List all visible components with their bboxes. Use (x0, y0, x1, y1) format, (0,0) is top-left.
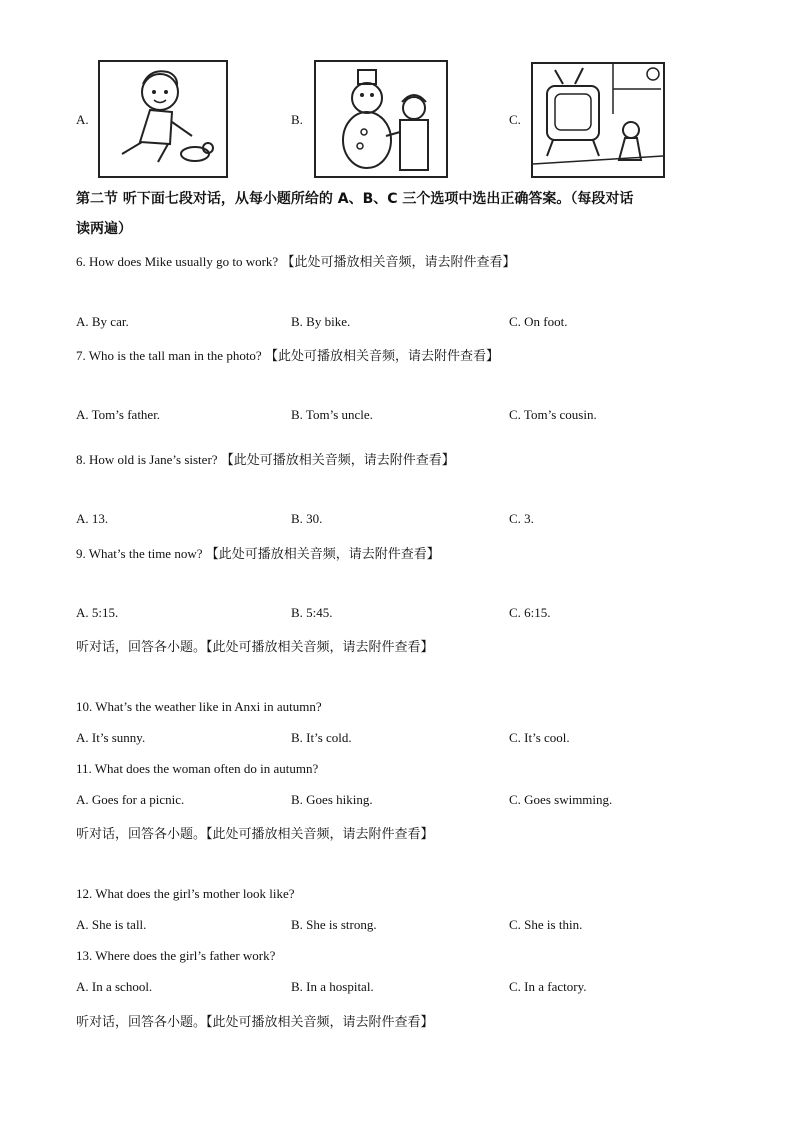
question-7 (76, 345, 499, 364)
q8-option-c[interactable]: C. 3. (509, 511, 534, 526)
q7-option-b[interactable]: B. Tom’s uncle. (291, 407, 373, 422)
audio-note: 【此处可播放相关音频，请去附件查看】 (205, 547, 440, 562)
listen-instruction-3 (76, 1011, 434, 1030)
q11-option-c[interactable]: C. Goes swimming. (509, 792, 613, 807)
q10-option-c[interactable]: C. It’s cool. (509, 730, 570, 745)
q7-option-c[interactable]: C. Tom’s cousin. (509, 407, 597, 422)
q8-option-b[interactable]: B. 30. (291, 511, 323, 526)
instruction-text: 听对话，回答各小题。 (76, 827, 207, 842)
q13-option-b[interactable]: B. In a hospital. (291, 979, 374, 994)
question-13: 13. Where does the girl’s father work? (76, 948, 276, 963)
q9-option-b[interactable]: B. 5:45. (291, 605, 333, 620)
q9-option-a[interactable]: A. 5:15. (76, 605, 119, 620)
audio-note: 【此处可播放相关音频，请去附件查看】 (206, 1015, 434, 1030)
q10-option-b[interactable]: B. It’s cold. (291, 730, 352, 745)
question-9 (76, 543, 440, 562)
section-heading-line1: 第二节 听下面七段对话，从每小题所给的 A、B、C 三个选项中选出正确答案。（每段对话 (76, 191, 634, 207)
q6-option-b[interactable]: B. By bike. (291, 314, 351, 329)
q10-option-a[interactable]: A. It’s sunny. (76, 730, 146, 745)
section-heading-line2: 读两遍） (76, 221, 132, 237)
question-text: 7. Who is the tall man in the photo? (76, 348, 262, 363)
listen-instruction-2 (76, 823, 434, 842)
picture-a-label: A. (76, 112, 89, 127)
audio-note: 【此处可播放相关音频，请去附件查看】 (206, 827, 434, 842)
audio-note: 【此处可播放相关音频，请去附件查看】 (220, 453, 455, 468)
q8-option-a[interactable]: A. 13. (76, 511, 109, 526)
listen-instruction-1 (76, 636, 434, 655)
q12-option-b[interactable]: B. She is strong. (291, 917, 377, 932)
q7-option-a[interactable]: A. Tom’s father. (76, 407, 161, 422)
q13-option-a[interactable]: A. In a school. (76, 979, 153, 994)
q11-option-b[interactable]: B. Goes hiking. (291, 792, 373, 807)
question-10: 10. What’s the weather like in Anxi in autumn? (76, 699, 322, 714)
picture-b-label: B. (291, 112, 303, 127)
audio-note: 【此处可播放相关音频，请去附件查看】 (206, 640, 434, 655)
question-8 (76, 449, 455, 468)
question-text: 6. How does Mike usually go to work? (76, 254, 279, 269)
snowman-icon (316, 62, 446, 176)
question-text: 8. How old is Jane’s sister? (76, 452, 218, 467)
q11-option-a[interactable]: A. Goes for a picnic. (76, 792, 185, 807)
question-11: 11. What does the woman often do in autumn? (76, 761, 319, 776)
q9-option-c[interactable]: C. 6:15. (509, 605, 551, 620)
question-6 (76, 251, 515, 270)
audio-note: 【此处可播放相关音频，请去附件查看】 (264, 349, 499, 364)
question-12: 12. What does the girl’s mother look like? (76, 886, 295, 901)
instruction-text: 听对话，回答各小题。 (76, 1015, 207, 1030)
boy-with-dog-picture (98, 60, 228, 178)
q12-option-c[interactable]: C. She is thin. (509, 917, 583, 932)
picture-c-label: C. (509, 112, 521, 127)
question-text: 9. What’s the time now? (76, 546, 203, 561)
q6-option-c[interactable]: C. On foot. (509, 314, 568, 329)
audio-note: 【此处可播放相关音频，请去附件查看】 (281, 255, 516, 270)
snowman-picture (314, 60, 448, 178)
tv-room-picture (531, 62, 665, 178)
instruction-text: 听对话，回答各小题。 (76, 640, 207, 655)
boy-with-dog-icon (100, 62, 226, 176)
q6-option-a[interactable]: A. By car. (76, 314, 129, 329)
q12-option-a[interactable]: A. She is tall. (76, 917, 147, 932)
q13-option-c[interactable]: C. In a factory. (509, 979, 587, 994)
tv-room-icon (533, 64, 663, 176)
